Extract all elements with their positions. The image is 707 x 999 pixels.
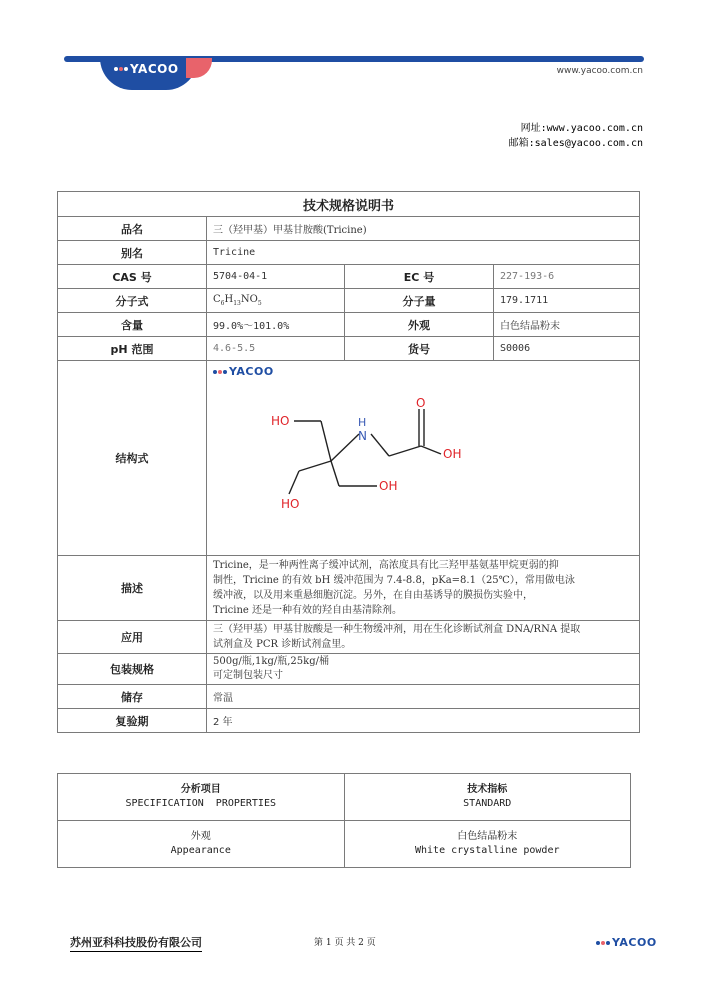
analysis-table [57, 773, 631, 868]
contact-website[interactable]: 网址:www.yacoo.com.cn [520, 123, 643, 134]
contact-email[interactable]: 邮箱:sales@yacoo.com.cn [508, 138, 643, 149]
mw-value: 179.1711 [494, 289, 640, 313]
appearance-value: 白色结晶粉末 [494, 313, 640, 337]
retest-label: 复验期 [58, 709, 207, 733]
atom-oh-1: OH [379, 479, 398, 493]
analysis-row-standard: 白色结晶粉末 White crystalline powder [344, 821, 631, 868]
desc-value: Tricine，是一种两性离子缓冲试剂，高浓度具有比三羟甲基氨基甲烷更弱的抑 制性，Tricine 的有效 bH 缓冲范围为 7.4-8.8，pKa=8.1（25℃），常用做电泳 缓冲液，以及用来重悬细胞沉淀。另外，在自由基诱导的膜损伤实验中， Tricine 还是一种有效的羟自由基清除剂。 [207, 556, 640, 621]
application-label: 应用 [58, 621, 207, 654]
atom-ho-2: HO [281, 497, 300, 511]
ph-value: 4.6-5.5 [207, 337, 345, 361]
storage-label: 储存 [58, 685, 207, 709]
desc-label: 描述 [58, 556, 207, 621]
contact-block [509, 121, 643, 151]
storage-value: 常温 [207, 685, 640, 709]
application-value: 三（羟甲基）甲基甘胺酸是一种生物缓冲剂，用在生化诊断试剂盒 DNA/RNA 提取 试剂盒及 PCR 诊断试剂盒里。 [207, 621, 640, 654]
cas-label: CAS 号 [58, 265, 207, 289]
atom-ho-1: HO [271, 414, 290, 428]
footer-page-number: 第 1 页 共 2 页 [314, 938, 376, 948]
cas-value: 5704-04-1 [207, 265, 345, 289]
spec-title: 技术规格说明书 [58, 192, 640, 217]
analysis-row-item: 外观 Appearance [58, 821, 345, 868]
formula-value: $C_6H_{13}NO_5$ [207, 289, 345, 313]
package-value: 500g/瓶,1kg/瓶,25kg/桶 可定制包装尺寸 [207, 654, 640, 685]
atom-n: N [358, 429, 367, 443]
ph-label: pH 范围 [58, 337, 207, 361]
ec-value: 227-193-6 [494, 265, 640, 289]
analysis-header-item: 分析项目 SPECIFICATION PROPERTIES [58, 774, 345, 821]
ec-label: EC 号 [345, 265, 494, 289]
header-brand: YACOO [130, 62, 179, 76]
product-name-value: 三（羟甲基）甲基甘胺酸(Tricine) [207, 217, 640, 241]
item-no-label: 货号 [345, 337, 494, 361]
header-url[interactable]: www.yacoo.com.cn [556, 66, 643, 76]
mw-label: 分子量 [345, 289, 494, 313]
atom-oh-2: OH [443, 447, 462, 461]
footer-logo: YACOO [596, 936, 657, 949]
content-label: 含量 [58, 313, 207, 337]
structure-diagram [259, 396, 489, 516]
item-no-value: S0006 [494, 337, 640, 361]
retest-value: 2 年 [207, 709, 640, 733]
package-label: 包装规格 [58, 654, 207, 685]
appearance-label: 外观 [345, 313, 494, 337]
structure-cell [207, 361, 640, 556]
atom-h: H [358, 416, 367, 429]
structure-label: 结构式 [58, 361, 207, 556]
analysis-header-standard: 技术指标 STANDARD [344, 774, 631, 821]
logo-dots-icon [114, 67, 128, 71]
alias-label: 别名 [58, 241, 207, 265]
content-value: 99.0%～101.0% [207, 313, 345, 337]
structure-logo: YACOO [213, 365, 633, 378]
logo-dots-icon [213, 370, 227, 374]
alias-value: Tricine [207, 241, 640, 265]
logo-dots-icon [596, 941, 610, 945]
footer-company: 苏州亚科科技股份有限公司 [70, 934, 202, 952]
spec-table [57, 191, 640, 733]
product-name-label: 品名 [58, 217, 207, 241]
header-logo [114, 62, 179, 76]
formula-label: 分子式 [58, 289, 207, 313]
atom-o: O [416, 396, 426, 410]
